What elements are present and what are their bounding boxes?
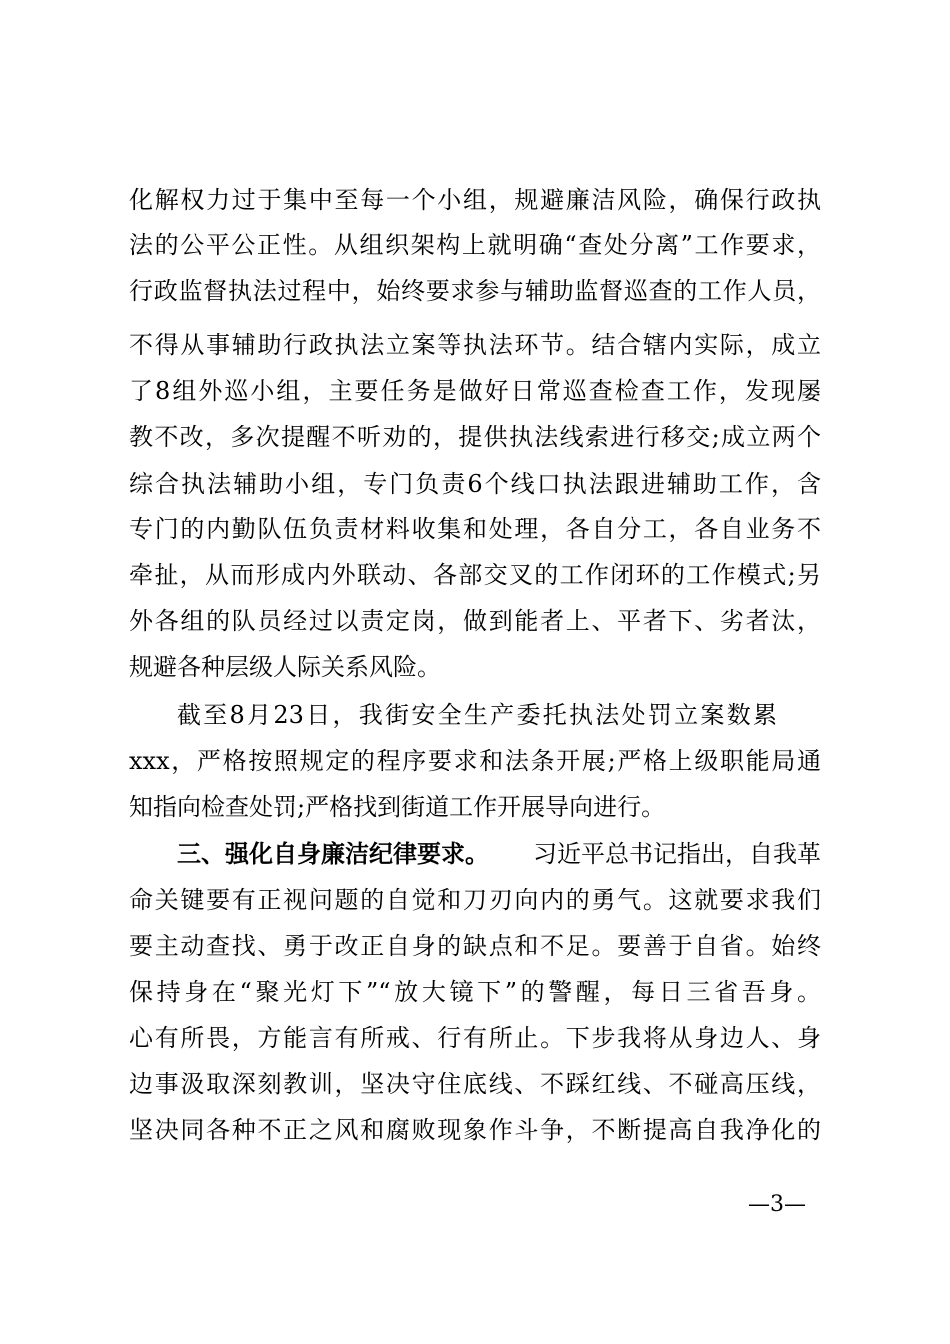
section-heading: 三、强化自身廉洁纪律要求。: [177, 840, 489, 868]
text-line: 保持身在“聚光灯下”“放大镜下”的警醒，每日三省吾身。: [129, 978, 821, 1006]
text-line: xxx，严格按照规定的程序要求和法条开展;严格上级职能局通: [129, 747, 821, 775]
text-span: 习近平总书记指出，自我革: [533, 840, 821, 868]
text-line: 命关键要有正视问题的自觉和刀刃向内的勇气。这就要求我们: [129, 886, 821, 914]
text-line: 坚决同各种不正之风和腐败现象作斗争，不断提高自我净化的: [129, 1116, 821, 1144]
text-line: 牵扯，从而形成内外联动、各部交叉的工作闭环的工作模式;另: [129, 561, 821, 589]
text-line: 行政监督执法过程中，始终要求参与辅助监督巡查的工作人员，: [129, 277, 821, 305]
text-line: [177, 834, 821, 874]
text-line: 规避各种层级人际关系风险。: [129, 653, 441, 681]
text-line: 专门的内勤队伍负责材料收集和处理，各自分工，各自业务不: [129, 515, 821, 543]
text-line: 外各组的队员经过以责定岗，做到能者上、平者下、劣者汰，: [129, 607, 821, 635]
text-line: 教不改，多次提醒不听劝的，提供执法线索进行移交;成立两个: [129, 423, 821, 451]
text-line: 不得从事辅助行政执法立案等执法环节。结合辖内实际，成立: [129, 331, 821, 359]
text-line: 综合执法辅助小组，专门负责6个线口执法跟进辅助工作，含: [129, 470, 821, 498]
text-line: 要主动查找、勇于改正自身的缺点和不足。要善于自省。始终: [129, 932, 821, 960]
text-line: 法的公平公正性。从组织架构上就明确“查处分离”工作要求，: [129, 231, 821, 259]
text-line: 截至8月23日，我街安全生产委托执法处罚立案数累: [177, 701, 777, 729]
text-line: 边事汲取深刻教训，坚决守住底线、不踩红线、不碰高压线，: [129, 1070, 821, 1098]
text-line: 了8组外巡小组，主要任务是做好日常巡查检查工作，发现屡: [129, 377, 821, 405]
text-line: 心有所畏，方能言有所戒、行有所止。下步我将从身边人、身: [129, 1024, 821, 1052]
page-number: —3—: [748, 1192, 806, 1217]
text-line: 化解权力过于集中至每一个小组，规避廉洁风险，确保行政执: [129, 186, 821, 214]
text-line: 知指向检查处罚;严格找到街道工作开展导向进行。: [129, 793, 666, 821]
